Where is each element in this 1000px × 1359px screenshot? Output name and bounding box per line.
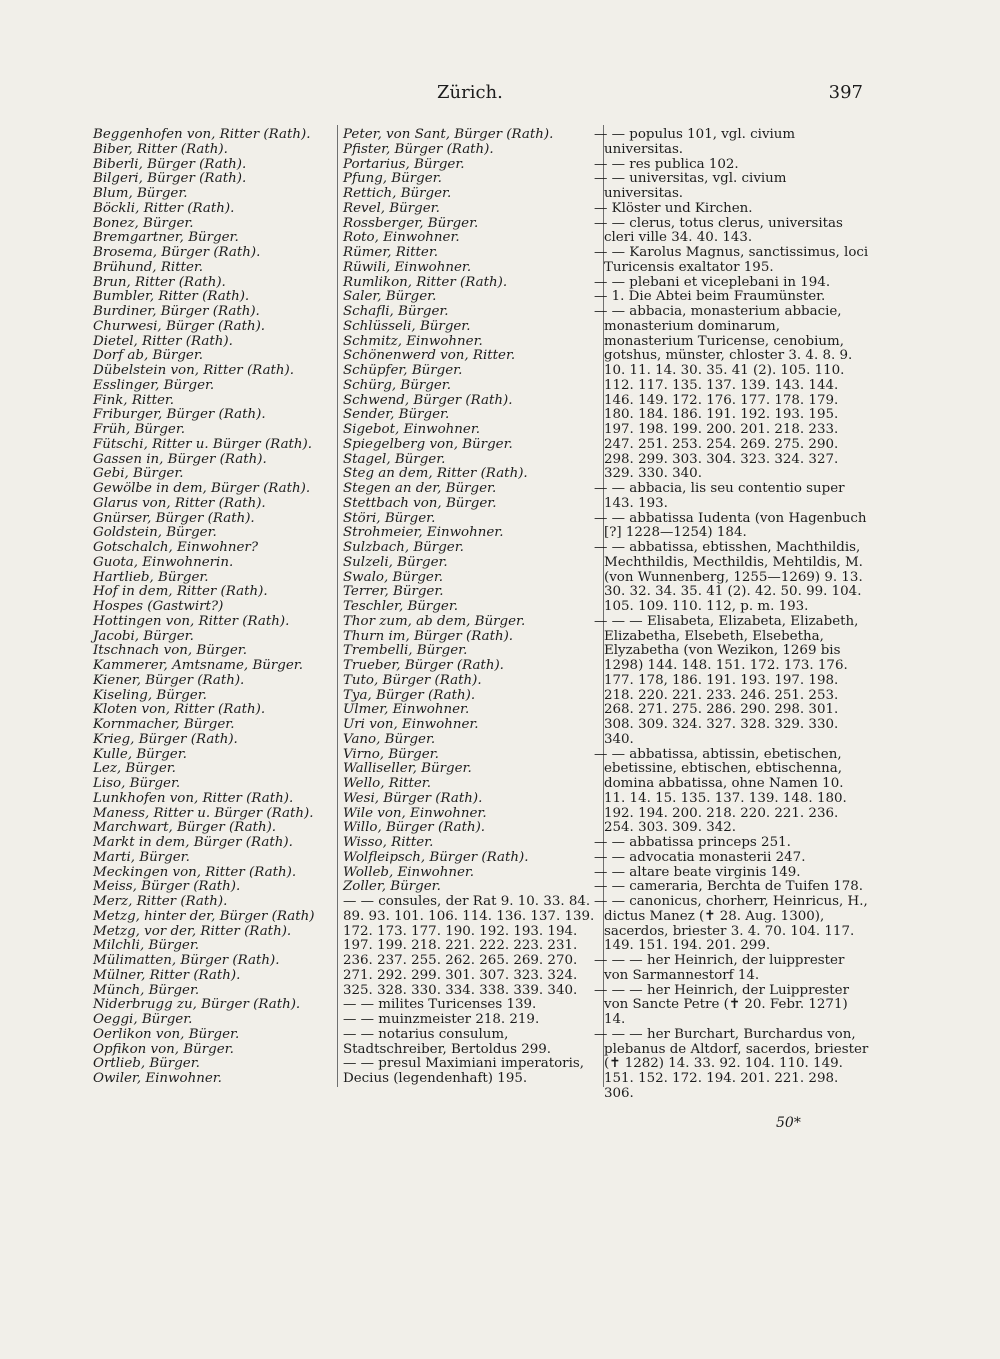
index-entry: Meiss, Bürger (Rath). (93, 879, 241, 895)
index-entry: — — notarius consulum, Stadtschreiber, Bertoldus 299. (343, 1026, 552, 1057)
index-column-3 (594, 128, 869, 1102)
index-entry: Wesi, Bürger (Rath). (343, 790, 483, 806)
index-entry: Gewölbe in dem, Bürger (Rath). (93, 481, 311, 496)
page-number: 397 (828, 82, 863, 103)
index-entry: Lunkhofen von, Ritter (Rath). (93, 790, 294, 806)
index-entry: — — abbatissa princeps 251. (594, 835, 791, 850)
index-entry: Opfikon von, Bürger. (93, 1041, 234, 1057)
index-entry: Owiler, Einwohner. (93, 1071, 222, 1086)
index-entry: Stegen an der, Bürger. (343, 481, 497, 496)
index-entry: Kloten von, Ritter (Rath). (93, 702, 266, 718)
index-entry: Mülner, Ritter (Rath). (93, 967, 241, 983)
index-entry: Schüpfer, Bürger. (343, 363, 463, 378)
index-entry: Wisso, Ritter. (343, 835, 434, 850)
index-entry: Biberli, Bürger (Rath). (93, 156, 247, 172)
index-entry: Spiegelberg von, Bürger. (343, 436, 513, 452)
index-entry: Metzg, hinter der, Bürger (Rath) (93, 908, 315, 924)
index-entry: Niderbrugg zu, Bürger (Rath). (93, 997, 301, 1013)
index-entry: Stagel, Bürger. (343, 451, 446, 467)
index-entry: — — muinzmeister 218. 219. (343, 1012, 540, 1027)
index-entry: Biber, Ritter (Rath). (93, 141, 228, 157)
index-entry: Churwesi, Bürger (Rath). (93, 318, 266, 334)
index-entry: Portarius, Bürger. (343, 156, 465, 172)
index-entry: — — Karolus Magnus, sanctissimus, loci Turicensis exaltator 195. (594, 245, 869, 275)
index-entry: Steg an dem, Ritter (Rath). (343, 466, 528, 482)
index-entry: Meckingen von, Ritter (Rath). (93, 864, 297, 880)
index-entry: Schafli, Bürger. (343, 304, 449, 319)
index-entry: Dorf ab, Bürger. (93, 348, 204, 364)
index-entry: — — milites Turicenses 139. (343, 997, 537, 1013)
index-entry: Peter, von Sant, Bürger (Rath). (343, 127, 554, 142)
index-entry: Tuto, Bürger (Rath). (343, 672, 482, 688)
index-entry: Kiener, Bürger (Rath). (93, 672, 245, 688)
index-entry: Maness, Ritter u. Bürger (Rath). (93, 805, 314, 821)
index-entry: Störi, Bürger. (343, 510, 436, 526)
index-entry: — — consules, der Rat 9. 10. 33. 84. 89. 93. 101. 106. 114. 136. 137. 139. 172. 173. 177. 190. 192. 193. 194. 197. 199. 218. 221. 222. 223. 231. 236. 237. 255. 262. 265. 269. 270. 271. 292. 299. 301. 307. 323. 324. 325. 328. 330. 334. 338. 339. 340. (343, 894, 595, 998)
index-entry: — — — her Heinrich, der luipprester von Sarmannestorf 14. (594, 953, 845, 983)
index-entry: Thor zum, ab dem, Bürger. (343, 613, 526, 629)
index-column-1 (93, 128, 333, 1087)
index-entry: — — canonicus, chorherr, Heinricus, H., dictus Manez (✝ 28. Aug. 1300), sacerdos, briester 3. 4. 70. 104. 117. 149. 151. 194. 201. 299. (594, 894, 868, 954)
index-entry: Kiseling, Bürger. (93, 687, 207, 703)
index-entry: — — abbatissa, abtissin, ebetischen, ebetissine, ebtischen, ebtischenna, domina abbatissa, ohne Namen 10. 11. 14. 15. 135. 137. 139. 148. 180. 192. 194. 200. 218. 220. 221. 236. 254. 303. 309. 342. (594, 746, 847, 836)
index-entry: Brun, Ritter (Rath). (93, 274, 226, 290)
index-entry: Markt in dem, Bürger (Rath). (93, 835, 293, 850)
index-entry: Gassen in, Bürger (Rath). (93, 451, 267, 467)
index-entry: Schürg, Bürger. (343, 377, 451, 393)
index-entry: — — cameraria, Berchta de Tuifen 178. (594, 879, 864, 895)
index-entry: Fütschi, Ritter u. Bürger (Rath). (93, 436, 313, 452)
index-column-2 (343, 128, 601, 1087)
index-entry: Wello, Ritter. (343, 776, 431, 791)
index-entry: Lez, Bürger. (93, 761, 176, 777)
index-entry: Blum, Bürger. (93, 186, 188, 201)
index-entry: Sigebot, Einwohner. (343, 422, 481, 437)
index-entry: Dietel, Ritter (Rath). (93, 333, 233, 349)
page-header (0, 82, 1000, 108)
index-entry: Esslinger, Bürger. (93, 377, 215, 393)
index-entry: Sender, Bürger. (343, 407, 450, 423)
index-entry: — — — her Burchart, Burchardus von, plebanus de Altdorf, sacerdos, briester (✝ 1282) 14. 33. 92. 104. 110. 149. 151. 152. 172. 194. 201. 221. 298. 306. (594, 1026, 869, 1101)
index-entry: Rettich, Bürger. (343, 186, 452, 201)
index-entry: Uri von, Einwohner. (343, 717, 479, 732)
index-entry: Tya, Bürger (Rath). (343, 687, 476, 703)
index-entry: Marti, Bürger. (93, 849, 190, 865)
index-entry: Ulmer, Einwohner. (343, 702, 470, 718)
index-entry: Früh, Bürger. (93, 422, 186, 437)
page-title: Zürich. (437, 82, 503, 103)
index-entry: Fink, Ritter. (93, 392, 175, 408)
index-entry: Hottingen von, Ritter (Rath). (93, 613, 290, 629)
index-entry: Brühund, Ritter. (93, 259, 204, 275)
index-entry: Strohmeier, Einwohner. (343, 525, 504, 541)
index-entry: Burdiner, Bürger (Rath). (93, 304, 260, 319)
index-entry: Pfung, Bürger. (343, 171, 442, 187)
index-entry: Gebi, Bürger. (93, 466, 184, 482)
index-entry: Bilgeri, Bürger (Rath). (93, 171, 247, 187)
index-entry: — — abbatissa, ebtisshen, Machthildis, Mechthildis, Mecthildis, Mehtildis, M. (von Wunnenberg, 1255—1269) 9. 13. 30. 32. 34. 35. 41 (2). 42. 50. 99. 104. 105. 109. 110. 112, p. m. 193. (594, 540, 863, 614)
index-entry: Hospes (Gastwirt?) (93, 599, 224, 614)
index-entry: Rossberger, Bürger. (343, 215, 479, 231)
index-entry: Oeggi, Bürger. (93, 1012, 193, 1027)
index-entry: Hartlieb, Bürger. (93, 569, 209, 585)
index-entry: Wile von, Einwohner. (343, 805, 487, 821)
index-entry: Jacobi, Bürger. (93, 628, 194, 644)
index-entry: Bumbler, Ritter (Rath). (93, 289, 250, 305)
index-entry: Metzg, vor der, Ritter (Rath). (93, 923, 292, 939)
index-entry: Rüwili, Einwohner. (343, 259, 472, 275)
index-entry: Goldstein, Bürger. (93, 525, 217, 541)
index-entry: Saler, Bürger. (343, 289, 437, 305)
index-entry: Wolfleipsch, Bürger (Rath). (343, 849, 529, 865)
index-entry: Teschler, Bürger. (343, 599, 459, 614)
index-entry: Revel, Bürger. (343, 200, 440, 216)
index-entry: Roto, Einwohner. (343, 230, 460, 246)
index-entry: Bremgartner, Bürger. (93, 230, 239, 246)
index-entry: — — abbatissa Iudenta (von Hagenbuch [?] 1228—1254) 184. (594, 510, 867, 541)
index-entry: Schönenwerd von, Ritter. (343, 348, 516, 364)
index-entry: Kulle, Bürger. (93, 746, 187, 762)
index-entry: Hof in dem, Ritter (Rath). (93, 584, 268, 600)
index-entry: — — universitas, vgl. civium universitas. (594, 171, 787, 201)
index-entry: Trueber, Bürger (Rath). (343, 658, 504, 673)
index-entry: Vano, Bürger. (343, 731, 436, 747)
index-entry: Virno, Bürger. (343, 746, 439, 762)
index-entry: Trembelli, Bürger. (343, 643, 468, 659)
index-entry: Walliseller, Bürger. (343, 761, 472, 777)
index-entry: Schmitz, Einwohner. (343, 333, 483, 349)
index-entry: Stettbach von, Bürger. (343, 495, 497, 511)
index-entry: Zoller, Bürger. (343, 879, 441, 895)
index-entry: — Klöster und Kirchen. (594, 200, 753, 216)
index-entry: Friburger, Bürger (Rath). (93, 407, 266, 423)
index-entry: — — populus 101, vgl. civium universitas. (594, 127, 796, 157)
index-entry: Kammerer, Amtsname, Bürger. (93, 658, 303, 673)
index-entry: — — plebani et viceplebani in 194. (594, 274, 831, 290)
index-entry: Wolleb, Einwohner. (343, 864, 475, 880)
index-entry: Mülimatten, Bürger (Rath). (93, 953, 280, 968)
index-entry: Thurn im, Bürger (Rath). (343, 628, 514, 644)
index-entry: Swalo, Bürger. (343, 569, 444, 585)
index-entry: Itschnach von, Bürger. (93, 643, 247, 659)
index-entry: Schlüsseli, Bürger. (343, 318, 471, 334)
index-entry: — — — Elisabeta, Elizabeta, Elizabeth, Elizabetha, Elsebeth, Elsebetha, Elyzabetha (von Wezikon, 1269 bis 1298) 144. 148. 151. 172. 173. 176. 177. 178, 186. 191. 193. 197. 198. 218. 220. 221. 233. 246. 251. 253. 268. 271. 275. 286. 290. 298. 301. 308. 309. 324. 327. 328. 329. 330. 340. (594, 613, 859, 747)
index-entry: — — abbacia, monasterium abbacie, monasterium dominarum, monasterium Turicense, cenobium, gotshus, münster, chloster 3. 4. 8. 9. 10. 11. 14. 30. 35. 41 (2). 105. 110. 112. 117. 135. 137. 139. 143. 144. 146. 149. 172. 176. 177. 178. 179. 180. 184. 186. 191. 192. 193. 195. 197. 198. 199. 200. 201. 218. 233. 247. 251. 253. 254. 269. 275. 290. 298. 299. 303. 304. 323. 324. 327. 329. 330. 340. (594, 304, 853, 482)
index-entry: Gnürser, Bürger (Rath). (93, 510, 255, 526)
index-entry: Marchwart, Bürger (Rath). (93, 820, 277, 836)
index-entry: Merz, Ritter (Rath). (93, 894, 228, 909)
index-entry: Schwend, Bürger (Rath). (343, 392, 513, 408)
index-entry: Guota, Einwohnerin. (93, 554, 234, 570)
column-divider (337, 125, 338, 1087)
index-entry: — — clerus, totus clerus, universitas cleri ville 34. 40. 143. (594, 215, 843, 246)
index-entry: Sulzbach, Bürger. (343, 540, 464, 555)
index-entry: Brosema, Bürger (Rath). (93, 245, 261, 260)
signature-mark: 50* (776, 1115, 801, 1131)
index-entry: Liso, Bürger. (93, 776, 181, 791)
index-entry: Münch, Bürger. (93, 982, 200, 998)
index-entry: Oerlikon von, Bürger. (93, 1026, 240, 1042)
index-entry: — 1. Die Abtei beim Fraumünster. (594, 289, 826, 305)
index-entry: Bonez, Bürger. (93, 215, 194, 231)
index-entry: Kornmacher, Bürger. (93, 717, 235, 732)
index-entry: Pfister, Bürger (Rath). (343, 141, 494, 157)
index-entry: Milchli, Bürger. (93, 938, 200, 954)
index-entry: — — — her Heinrich, der Luipprester von Sancte Petre (✝ 20. Febr. 1271) 14. (594, 982, 849, 1027)
index-entry: Gotschalch, Einwohner? (93, 540, 258, 555)
index-entry: Willo, Bürger (Rath). (343, 820, 486, 836)
index-entry: Ortlieb, Bürger. (93, 1056, 200, 1072)
index-entry: Rümer, Ritter. (343, 245, 439, 260)
index-entry: Krieg, Bürger (Rath). (93, 731, 238, 747)
index-entry: — — presul Maximiani imperatoris, Decius (legendenhaft) 195. (343, 1056, 584, 1086)
index-entry: Glarus von, Ritter (Rath). (93, 495, 266, 511)
index-entry: Böckli, Ritter (Rath). (93, 200, 235, 216)
index-entry: Terrer, Bürger. (343, 584, 444, 600)
index-entry: Beggenhofen von, Ritter (Rath). (93, 127, 311, 142)
index-entry: — — res publica 102. (594, 156, 739, 172)
index-entry: Rumlikon, Ritter (Rath). (343, 274, 508, 290)
index-entry: Sulzeli, Bürger. (343, 554, 448, 570)
index-entry: Dübelstein von, Ritter (Rath). (93, 363, 295, 378)
index-entry: — — advocatia monasterii 247. (594, 849, 806, 865)
index-entry: — — abbacia, lis seu contentio super 143. 193. (594, 481, 845, 511)
index-entry: — — altare beate virginis 149. (594, 864, 801, 880)
